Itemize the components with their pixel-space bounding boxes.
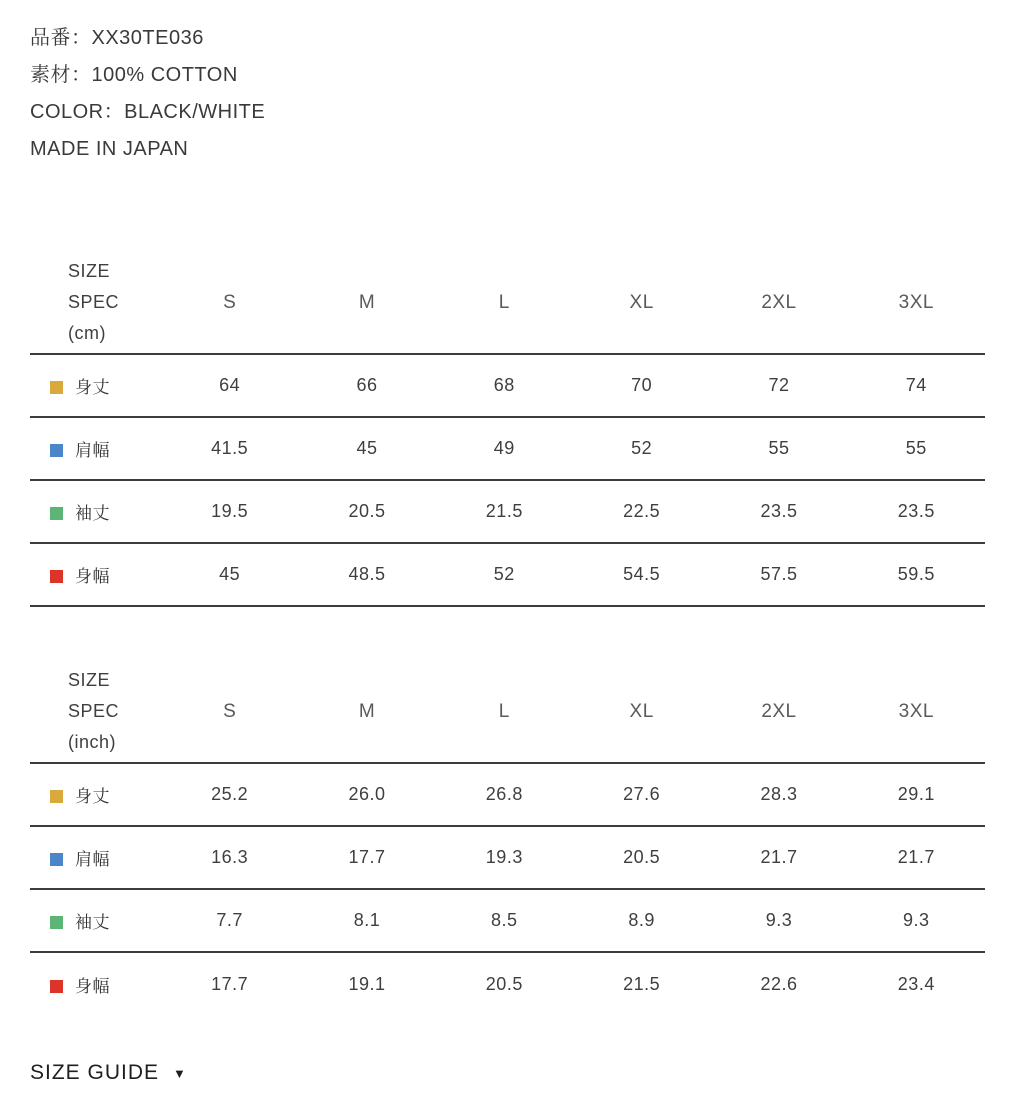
measure-label: 身幅 bbox=[75, 976, 110, 996]
spec-value: 21.5 bbox=[623, 973, 661, 994]
spec-value: 28.3 bbox=[710, 763, 847, 826]
size-column-header-s: S bbox=[161, 661, 298, 763]
size-column-header-xl: XL bbox=[573, 661, 710, 763]
spec-value: 19.3 bbox=[436, 826, 573, 889]
spec-value: 72 bbox=[710, 354, 847, 417]
product-code-line: 品番：XX30TE036 bbox=[30, 27, 204, 49]
product-info bbox=[30, 20, 985, 168]
measure-label: 肩幅 bbox=[75, 850, 110, 869]
spec-value: 23.4 bbox=[897, 973, 935, 994]
size-column-header-2xl: 2XL bbox=[710, 252, 847, 354]
spec-value: 8.9 bbox=[573, 889, 710, 952]
spec-value: 26.0 bbox=[298, 763, 435, 826]
spec-value: 52 bbox=[436, 543, 573, 606]
spec-value: 25.2 bbox=[161, 763, 298, 826]
measure-label: 袖丈 bbox=[75, 504, 110, 523]
spec-value: 23.5 bbox=[710, 480, 847, 543]
measure-label-cell bbox=[30, 889, 161, 952]
size-spec-header bbox=[30, 252, 161, 354]
table-header-row bbox=[30, 661, 985, 763]
made-in-line: MADE IN JAPAN bbox=[30, 138, 189, 160]
spec-value: 19.1 bbox=[348, 973, 386, 994]
yellow-square-marker-icon bbox=[50, 790, 63, 803]
spec-value: 8.5 bbox=[436, 889, 573, 952]
spec-value: 21.7 bbox=[710, 826, 847, 889]
spec-value: 8.1 bbox=[298, 889, 435, 952]
spec-value: 74 bbox=[848, 354, 985, 417]
caret-down-icon: ▼ bbox=[173, 1065, 186, 1081]
spec-value: 27.6 bbox=[573, 763, 710, 826]
red-square-marker-icon bbox=[50, 570, 63, 583]
green-square-marker-icon bbox=[50, 507, 63, 520]
spec-value: 66 bbox=[298, 354, 435, 417]
spec-value: 45 bbox=[298, 417, 435, 480]
measure-label: 身丈 bbox=[75, 378, 110, 397]
spec-value: 52 bbox=[573, 417, 710, 480]
spec-value: 9.3 bbox=[710, 889, 847, 952]
size-column-header-xl: XL bbox=[573, 252, 710, 354]
spec-value: 57.5 bbox=[710, 543, 847, 606]
size-spec-tables bbox=[30, 252, 985, 1015]
spec-value: 20.5 bbox=[298, 480, 435, 543]
spec-value: 20.5 bbox=[485, 973, 523, 994]
table-row bbox=[30, 543, 985, 606]
size-spec-header-line: SPEC bbox=[68, 701, 120, 721]
table-row bbox=[30, 952, 985, 1015]
spec-value: 59.5 bbox=[848, 543, 985, 606]
measure-label-cell bbox=[30, 417, 161, 480]
size-column-header-m: M bbox=[298, 252, 435, 354]
size-guide-label: SIZE GUIDE bbox=[30, 1061, 160, 1084]
spec-value: 45 bbox=[161, 543, 298, 606]
measure-label: 袖丈 bbox=[75, 913, 110, 932]
red-square-marker-icon bbox=[50, 980, 63, 993]
size-column-header-l: L bbox=[436, 661, 573, 763]
measure-label-cell bbox=[30, 952, 161, 1015]
green-square-marker-icon bbox=[50, 916, 63, 929]
material-line: 素材：100% COTTON bbox=[30, 64, 238, 86]
spec-value: 21.5 bbox=[436, 480, 573, 543]
spec-value: 7.7 bbox=[161, 889, 298, 952]
table-header-row bbox=[30, 252, 985, 354]
spec-value: 64 bbox=[161, 354, 298, 417]
spec-value: 20.5 bbox=[573, 826, 710, 889]
spec-value: 70 bbox=[573, 354, 710, 417]
measure-label-cell bbox=[30, 480, 161, 543]
size-guide-toggle[interactable] bbox=[30, 1061, 186, 1085]
size-spec-table-cm bbox=[30, 252, 985, 607]
color-line: COLOR：BLACK/WHITE bbox=[30, 101, 266, 123]
measure-label-cell bbox=[30, 763, 161, 826]
size-column-header-3xl: 3XL bbox=[848, 661, 985, 763]
blue-square-marker-icon bbox=[50, 853, 63, 866]
table-row bbox=[30, 417, 985, 480]
spec-value: 22.6 bbox=[760, 973, 798, 994]
size-column-header-s: S bbox=[161, 252, 298, 354]
spec-value: 16.3 bbox=[161, 826, 298, 889]
spec-value: 49 bbox=[436, 417, 573, 480]
table-row bbox=[30, 763, 985, 826]
spec-value: 22.5 bbox=[573, 480, 710, 543]
spec-value: 55 bbox=[848, 417, 985, 480]
table-row bbox=[30, 826, 985, 889]
measure-label: 身丈 bbox=[75, 787, 110, 806]
spec-value: 21.7 bbox=[848, 826, 985, 889]
size-spec-table-inch bbox=[30, 661, 985, 1015]
spec-value: 9.3 bbox=[848, 889, 985, 952]
size-spec-header-line: (inch) bbox=[68, 732, 117, 752]
size-column-header-l: L bbox=[436, 252, 573, 354]
size-spec-header-line: (cm) bbox=[68, 323, 106, 343]
measure-label-cell bbox=[30, 826, 161, 889]
spec-value: 54.5 bbox=[573, 543, 710, 606]
blue-square-marker-icon bbox=[50, 444, 63, 457]
size-spec-header-line: SIZE bbox=[68, 670, 111, 690]
spec-value: 17.7 bbox=[298, 826, 435, 889]
yellow-square-marker-icon bbox=[50, 381, 63, 394]
spec-value: 17.7 bbox=[211, 973, 249, 994]
size-spec-header-line: SIZE bbox=[68, 261, 111, 281]
spec-value: 41.5 bbox=[161, 417, 298, 480]
spec-value: 68 bbox=[436, 354, 573, 417]
size-column-header-3xl: 3XL bbox=[848, 252, 985, 354]
spec-value: 23.5 bbox=[848, 480, 985, 543]
spec-value: 48.5 bbox=[298, 543, 435, 606]
size-column-header-2xl: 2XL bbox=[710, 661, 847, 763]
size-column-header-m: M bbox=[298, 661, 435, 763]
spec-value: 26.8 bbox=[436, 763, 573, 826]
size-spec-header bbox=[30, 661, 161, 763]
table-row bbox=[30, 889, 985, 952]
measure-label-cell bbox=[30, 354, 161, 417]
measure-label: 肩幅 bbox=[75, 441, 110, 460]
measure-label: 身幅 bbox=[75, 567, 110, 586]
spec-value: 19.5 bbox=[161, 480, 298, 543]
table-row bbox=[30, 354, 985, 417]
size-spec-header-line: SPEC bbox=[68, 292, 120, 312]
table-row bbox=[30, 480, 985, 543]
spec-value: 55 bbox=[710, 417, 847, 480]
spec-value: 29.1 bbox=[848, 763, 985, 826]
measure-label-cell bbox=[30, 543, 161, 606]
